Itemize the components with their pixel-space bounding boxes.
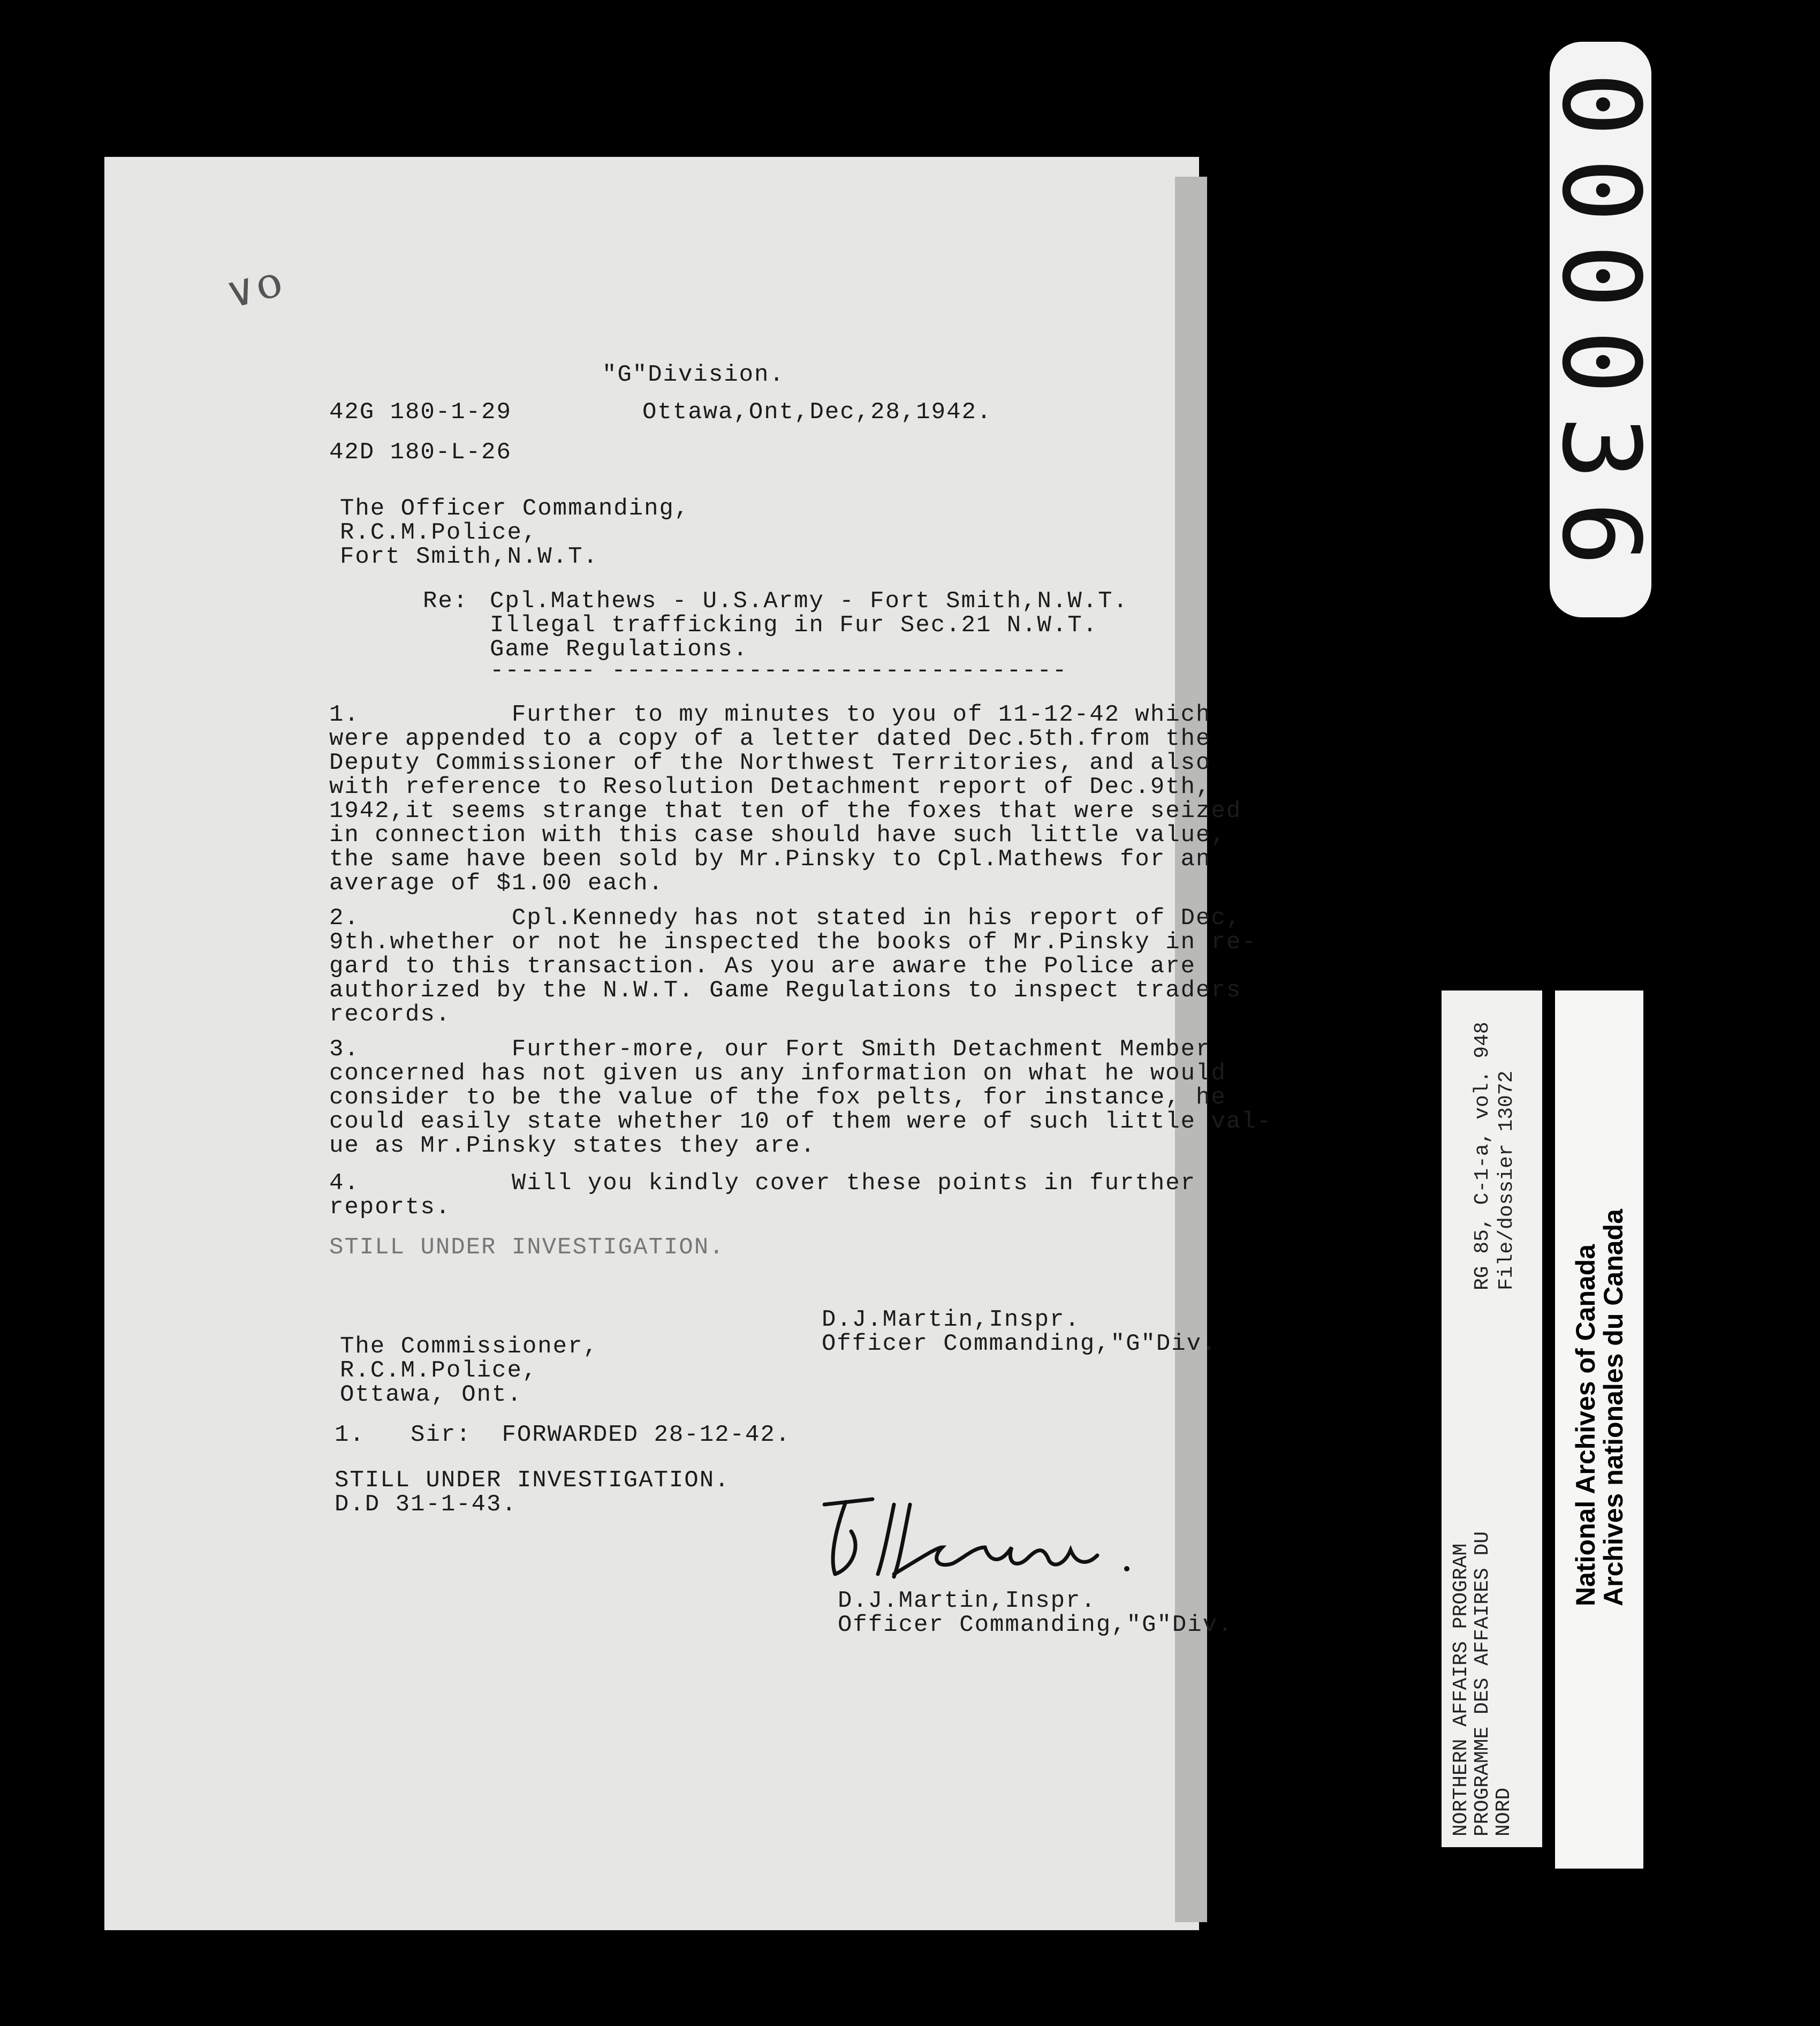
reference-line: NORTHERN AFFAIRS PROGRAM bbox=[1450, 1543, 1473, 1836]
file-reference-2: 42D 180-L-26 bbox=[329, 439, 512, 466]
addressee-line: Fort Smith,N.W.T. bbox=[340, 543, 598, 570]
paragraph-3-line: concerned has not given us any information on what he would bbox=[329, 1060, 1226, 1087]
date-line: Ottawa,Ont,Dec,28,1942. bbox=[642, 399, 992, 426]
paragraph-1-line: with reference to Resolution Detachment report of Dec.9th, bbox=[329, 774, 1211, 800]
archival-reference-label bbox=[1442, 991, 1542, 1847]
recipient-line: R.C.M.Police, bbox=[340, 1357, 538, 1384]
paragraph-2-line: 2. Cpl.Kennedy has not stated in his report of Dec, bbox=[329, 905, 1242, 932]
paragraph-1-line: 1. Further to my minutes to you of 11-12-42 which bbox=[329, 701, 1211, 728]
reference-line: NORD bbox=[1492, 1787, 1515, 1836]
reference-line: File/dossier 13072 bbox=[1495, 1070, 1518, 1290]
paragraph-1-line: in connection with this case should have such little value, bbox=[329, 822, 1226, 849]
addressee-line: R.C.M.Police, bbox=[340, 519, 538, 546]
file-reference-1: 42G 180-1-29 bbox=[329, 399, 512, 426]
paragraph-4-line: reports. bbox=[329, 1194, 451, 1221]
archives-name-en: National Archives of Canada bbox=[1571, 1244, 1601, 1606]
subject-line: Cpl.Mathews - U.S.Army - Fort Smith,N.W.T. bbox=[490, 588, 1128, 615]
subject-rule: ------- ------------------------------ bbox=[490, 657, 1068, 684]
subject-line: Illegal trafficking in Fur Sec.21 N.W.T. bbox=[490, 612, 1098, 639]
dd-line: D.D 31-1-43. bbox=[335, 1491, 517, 1518]
archives-name-fr: Archives nationales du Canada bbox=[1598, 1209, 1628, 1606]
signature-block-1-line: D.J.Martin,Inspr. bbox=[822, 1306, 1080, 1333]
signature-block-1-line: Officer Commanding,"G"Div. bbox=[822, 1330, 1217, 1357]
signature-block-2-line: Officer Commanding,"G"Div. bbox=[838, 1612, 1233, 1638]
paragraph-4-line: 4. Will you kindly cover these points in further bbox=[329, 1170, 1196, 1197]
frame-number-stamp bbox=[1538, 42, 1663, 617]
paragraph-1-line: average of $1.00 each. bbox=[329, 870, 664, 897]
reference-line: RG 85, C-1-a, vol. 948 bbox=[1471, 1022, 1494, 1290]
paragraph-3-line: 3. Further-more, our Fort Smith Detachment Member bbox=[329, 1036, 1211, 1063]
frame-number: 000036 bbox=[1538, 72, 1663, 587]
reference-line: PROGRAMME DES AFFAIRES DU bbox=[1471, 1531, 1494, 1836]
paragraph-2-line: 9th.whether or not he inspected the books of Mr.Pinsky in re- bbox=[329, 929, 1257, 956]
recipient-line: The Commissioner, bbox=[340, 1333, 598, 1360]
division-heading: "G"Division. bbox=[602, 361, 785, 388]
status-still-under-investigation: STILL UNDER INVESTIGATION. bbox=[329, 1234, 725, 1261]
paragraph-2-line: gard to this transaction. As you are aware the Police are bbox=[329, 953, 1196, 980]
paragraph-1-line: were appended to a copy of a letter dated Dec.5th.from the bbox=[329, 725, 1211, 752]
paragraph-2-line: records. bbox=[329, 1001, 451, 1028]
paragraph-1-line: the same have been sold by Mr.Pinsky to Cpl.Mathews for an bbox=[329, 846, 1211, 873]
forwarded-line: 1. Sir: FORWARDED 28-12-42. bbox=[335, 1422, 791, 1448]
paragraph-1-line: Deputy Commissioner of the Northwest Territories, and also bbox=[329, 750, 1211, 776]
pencil-mark: ∨o bbox=[219, 255, 287, 319]
recipient-line: Ottawa, Ont. bbox=[340, 1381, 522, 1408]
status-still-under-investigation-2: STILL UNDER INVESTIGATION. bbox=[335, 1467, 730, 1494]
paragraph-1-line: 1942,it seems strange that ten of the foxes that were seized bbox=[329, 798, 1242, 825]
paragraph-3-line: could easily state whether 10 of them were of such little val- bbox=[329, 1108, 1272, 1135]
handwritten-signature bbox=[814, 1483, 1135, 1590]
subject-line: Game Regulations. bbox=[490, 636, 748, 663]
re-label: Re: bbox=[423, 588, 469, 615]
paragraph-2-line: authorized by the N.W.T. Game Regulations to inspect traders bbox=[329, 977, 1242, 1004]
paragraph-3-line: ue as Mr.Pinsky states they are. bbox=[329, 1132, 816, 1159]
addressee-line: The Officer Commanding, bbox=[340, 495, 690, 522]
signature-block-2-line: D.J.Martin,Inspr. bbox=[838, 1587, 1096, 1614]
paragraph-3-line: consider to be the value of the fox pelts, for instance, he bbox=[329, 1084, 1226, 1111]
national-archives-label bbox=[1555, 991, 1643, 1869]
